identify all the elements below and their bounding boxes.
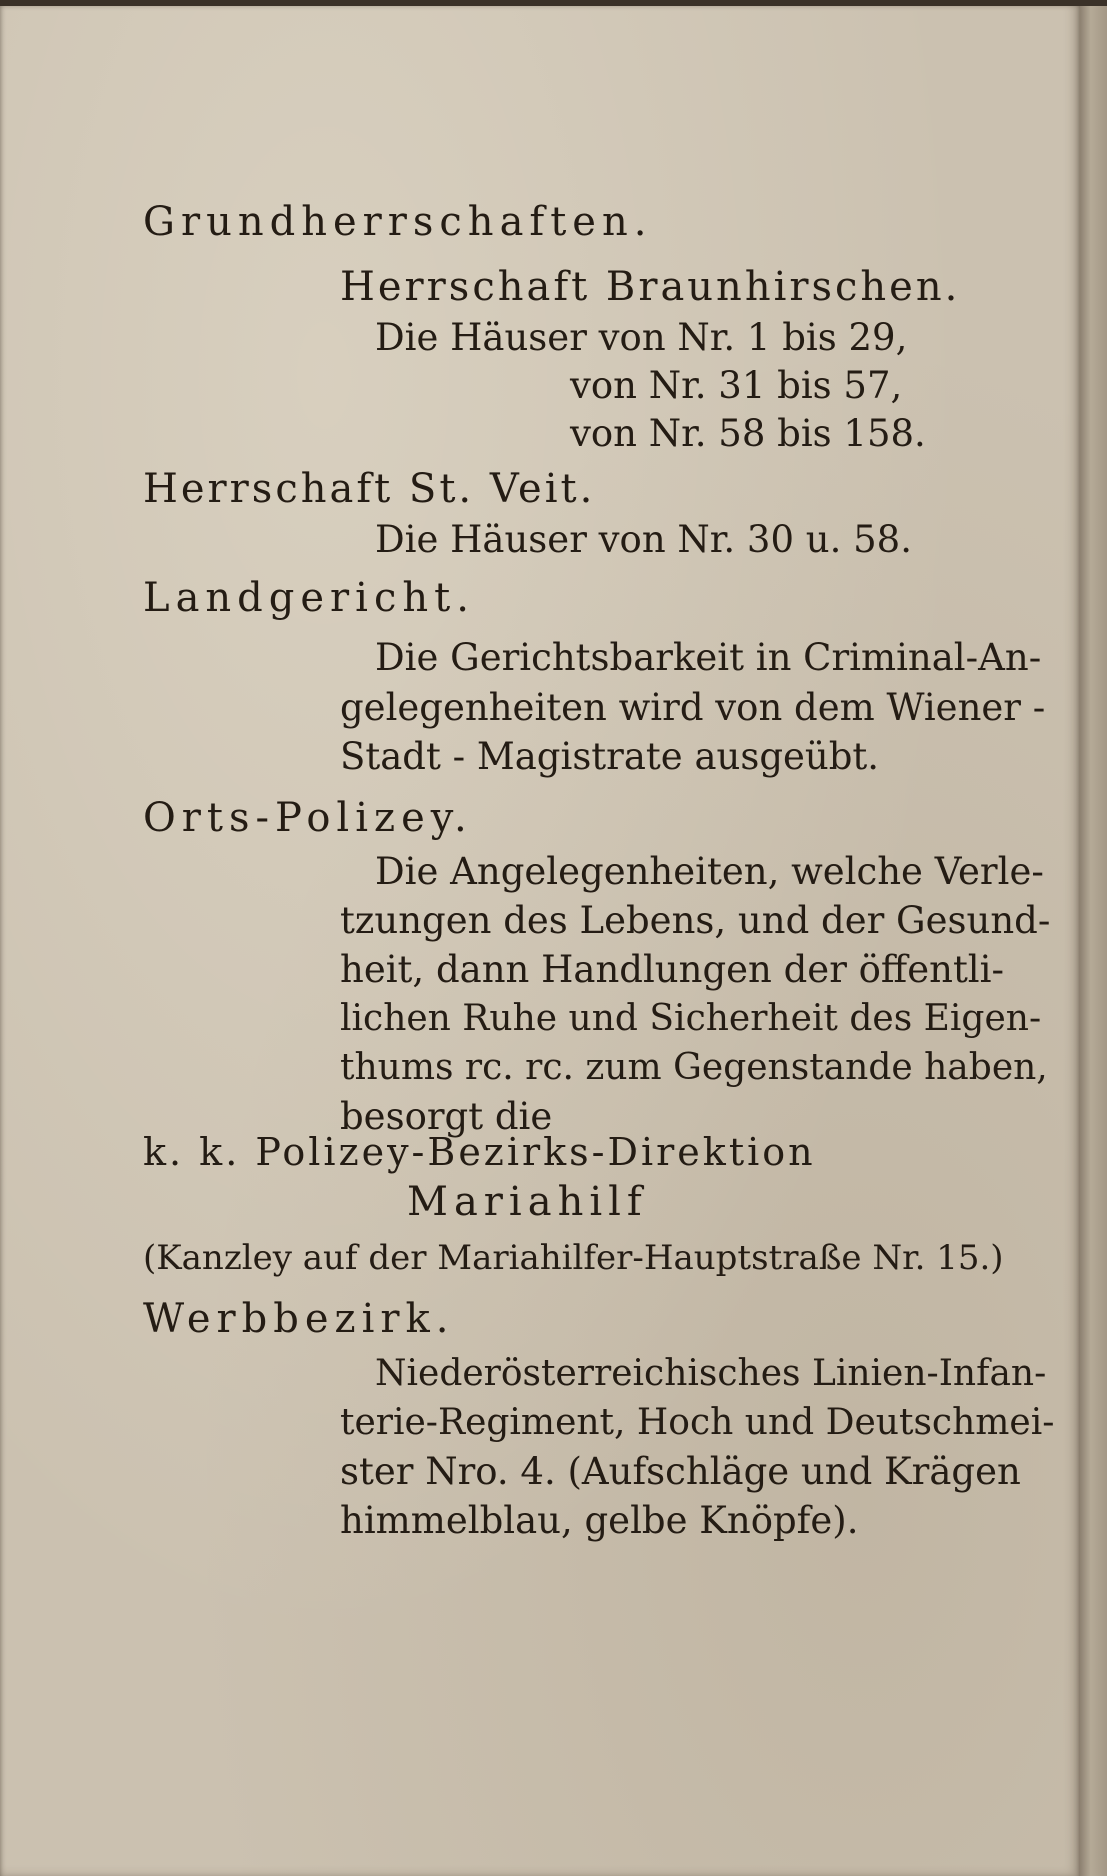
top-border <box>0 0 1107 6</box>
subheading-mariahilf: Mariahilf <box>407 1179 648 1225</box>
page-edge <box>1080 0 1107 1876</box>
text-line: besorgt die <box>340 1095 553 1138</box>
text-line: Die Gerichtsbarkeit in Criminal-An- <box>375 636 1042 679</box>
text-line: Die Häuser von Nr. 1 bis 29, <box>375 316 908 359</box>
text-line: tzungen des Lebens, und der Gesund- <box>340 899 1051 942</box>
section-heading-landgericht: Landgericht. <box>143 575 475 621</box>
section-heading-orts-polizey: Orts-Polizey. <box>143 795 473 841</box>
text-line: lichen Ruhe und Sicherheit des Eigen- <box>340 998 1042 1039</box>
text-line: von Nr. 58 bis 158. <box>570 412 926 455</box>
section-heading-herrschaft-st-veit: Herrschaft St. Veit. <box>143 466 596 512</box>
section-heading-grundherrschaften: Grundherrschaften. <box>143 199 653 245</box>
text-line: von Nr. 31 bis 57, <box>570 364 903 407</box>
subheading-herrschaft-braunhirschen: Herrschaft Braunhirschen. <box>340 264 961 310</box>
section-heading-werbbezirk: Werbbezirk. <box>143 1296 455 1342</box>
text-line: terie-Regiment, Hoch und Deutschmei- <box>340 1402 1055 1443</box>
text-line: gelegenheiten wird von dem Wiener - <box>340 686 1046 729</box>
text-line: Niederösterreichisches Linien-Infan- <box>375 1353 1047 1394</box>
text-line: thums rc. rc. zum Gegenstande haben, <box>340 1047 1048 1088</box>
text-line: Die Häuser von Nr. 30 u. 58. <box>375 518 912 561</box>
text-line: himmelblau, gelbe Knöpfe). <box>340 1499 859 1542</box>
text-line: (Kanzley auf der Mariahilfer-Hauptstraße Nr. 15.) <box>143 1238 1004 1278</box>
text-line: Stadt - Magistrate ausgeübt. <box>340 735 880 778</box>
text-line: Die Angelegenheiten, welche Verle- <box>375 850 1044 893</box>
section-heading-polizey-direktion: k. k. Polizey-Bezirks-Direktion <box>143 1130 816 1174</box>
text-line: ster Nro. 4. (Aufschläge und Krägen <box>340 1450 1021 1493</box>
text-line: heit, dann Handlungen der öffentli- <box>340 948 1004 991</box>
